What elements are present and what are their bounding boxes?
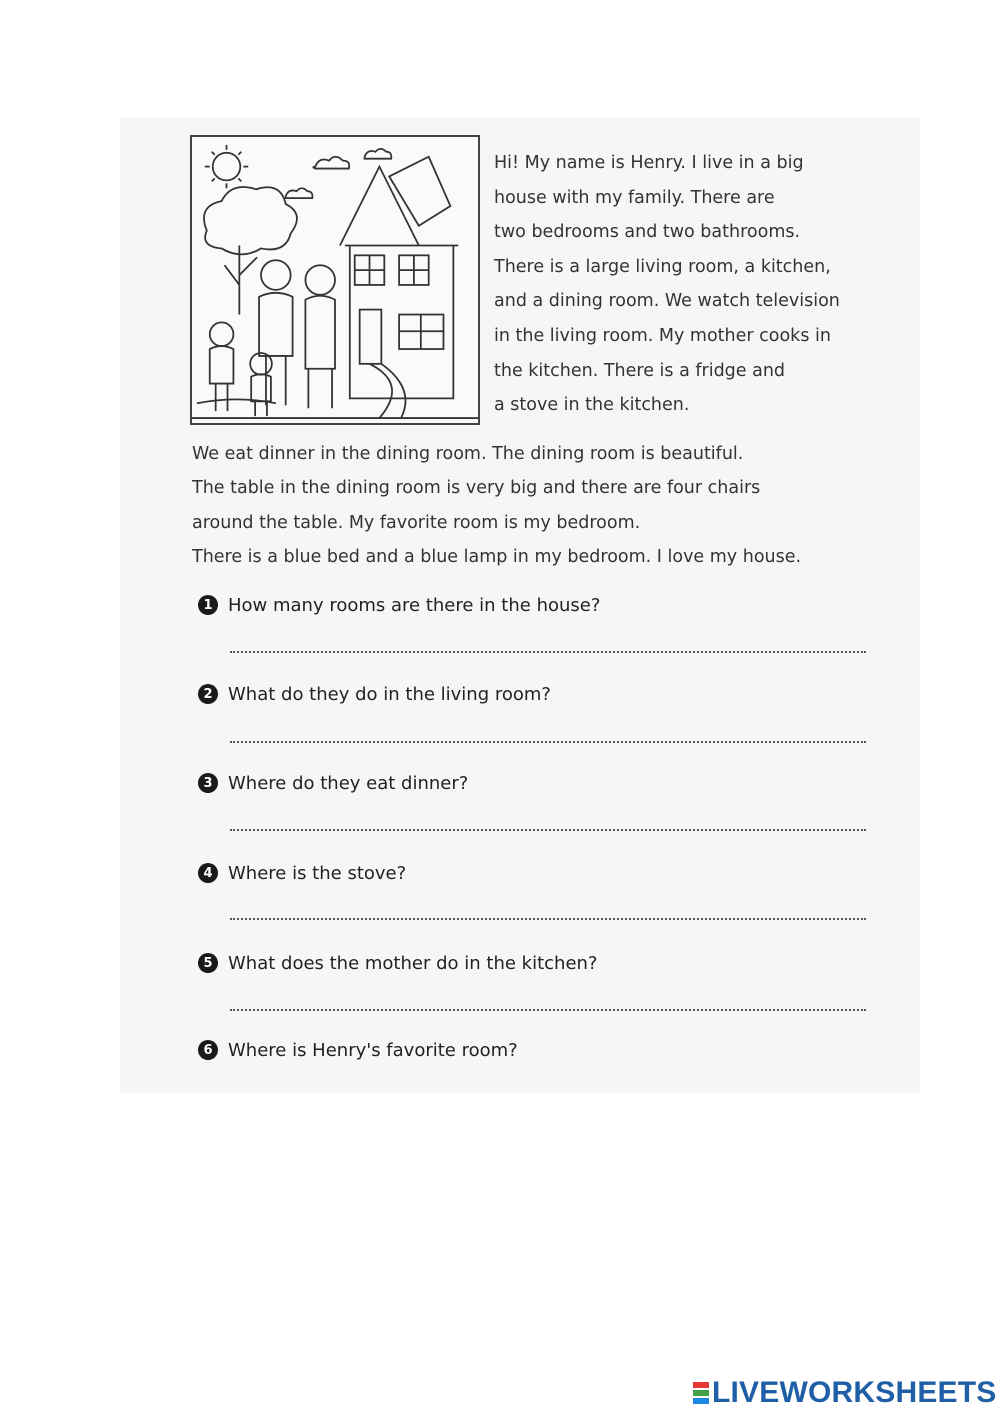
- question-number-badge: 5: [198, 953, 218, 973]
- intro-line: and a dining room. We watch television: [494, 291, 840, 312]
- question-text: What do they do in the living room?: [228, 683, 551, 705]
- story-line: The table in the dining room is very big and there are four chairs: [192, 478, 761, 499]
- intro-line: two bedrooms and two bathrooms.: [494, 222, 801, 243]
- question-text: Where is Henry's favorite room?: [228, 1039, 518, 1061]
- intro-line: house with my family. There are: [494, 187, 775, 208]
- question-text: Where do they eat dinner?: [228, 772, 469, 794]
- story-line: We eat dinner in the dining room. The dining room is beautiful.: [192, 444, 744, 464]
- story-paragraph: [192, 437, 912, 575]
- question-number-badge: 6: [198, 1040, 218, 1060]
- story-line: around the table. My favorite room is my bedroom.: [192, 512, 641, 533]
- logo-stripe: [693, 1382, 709, 1388]
- answer-line-3[interactable]: [230, 829, 866, 831]
- question-5: [198, 948, 597, 978]
- intro-paragraph: [494, 146, 894, 423]
- question-number-badge: 4: [198, 863, 218, 883]
- family-house-illustration: [190, 135, 480, 425]
- logo-stripe: [693, 1398, 709, 1404]
- question-3: [198, 768, 468, 798]
- question-text: What does the mother do in the kitchen?: [228, 952, 598, 974]
- intro-line: a stove in the kitchen.: [494, 395, 690, 416]
- answer-line-2[interactable]: [230, 741, 866, 743]
- logo-stripe: [693, 1390, 709, 1396]
- intro-line: There is a large living room, a kitchen,: [494, 256, 831, 277]
- story-line: There is a blue bed and a blue lamp in my bedroom. I love my house.: [192, 547, 802, 568]
- answer-line-1[interactable]: [230, 651, 866, 653]
- question-4: [198, 858, 406, 888]
- liveworksheets-logo: [693, 1375, 997, 1411]
- answer-line-5[interactable]: [230, 1009, 866, 1011]
- intro-line: Hi! My name is Henry. I live in a big: [494, 153, 804, 173]
- answer-line-4[interactable]: [230, 918, 866, 920]
- question-text: Where is the stove?: [228, 862, 407, 884]
- intro-line: the kitchen. There is a fridge and: [494, 360, 786, 381]
- question-2: [198, 679, 551, 709]
- question-number-badge: 2: [198, 684, 218, 704]
- logo-mark-icon: [693, 1381, 709, 1405]
- brand-name: LIVEWORKSHEETS: [712, 1376, 997, 1409]
- question-6: [198, 1035, 518, 1065]
- house-family-drawing: [192, 137, 478, 423]
- question-number-badge: 3: [198, 773, 218, 793]
- intro-line: in the living room. My mother cooks in: [494, 325, 831, 346]
- question-1: [198, 590, 600, 620]
- question-text: How many rooms are there in the house?: [228, 594, 601, 616]
- question-number-badge: 1: [198, 595, 218, 615]
